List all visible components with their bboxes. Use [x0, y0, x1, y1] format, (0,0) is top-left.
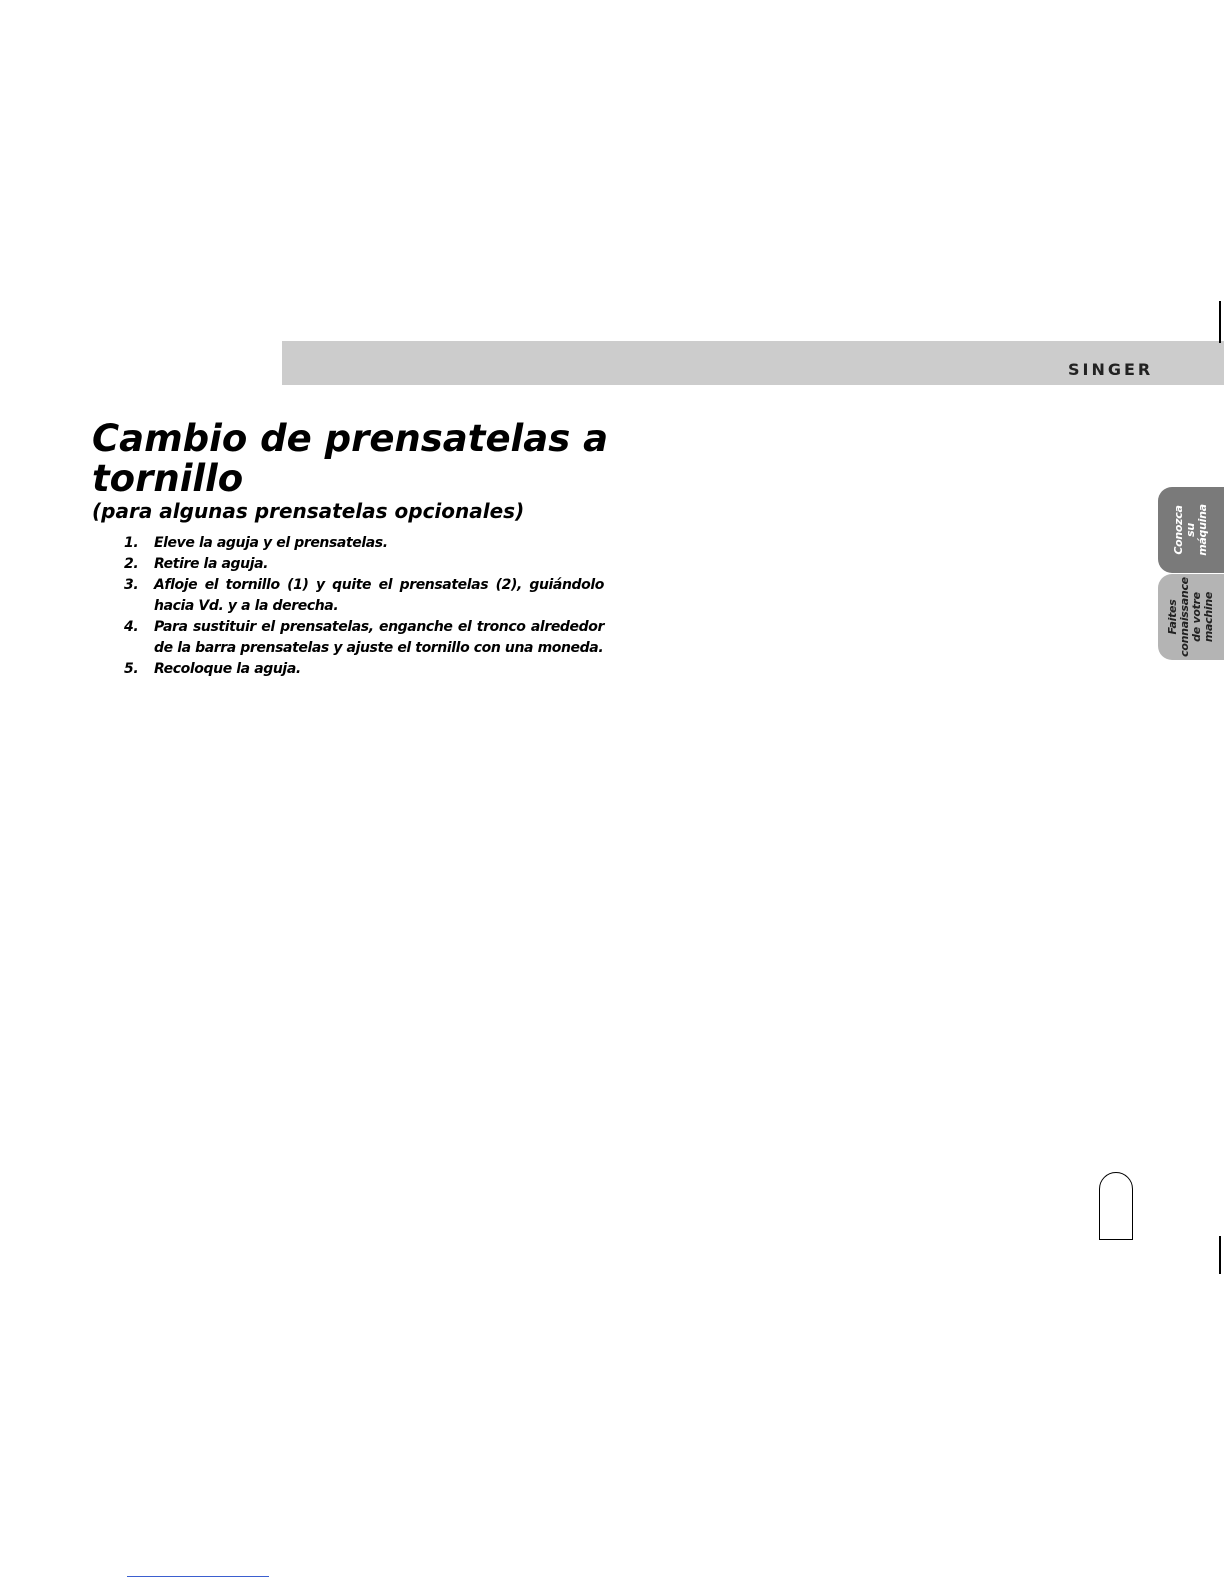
step-number: 3.: [124, 577, 139, 593]
step-item: [124, 659, 604, 680]
step-item: [124, 554, 604, 575]
section-subtitle: (para algunas prensatelas opcionales): [92, 499, 525, 523]
crop-mark-top: [1219, 301, 1221, 343]
step-number: 4.: [124, 619, 139, 635]
side-tab-conozca[interactable]: [1158, 487, 1224, 573]
side-tab-faites[interactable]: [1158, 574, 1224, 660]
step-item: [124, 617, 604, 659]
side-tab-label: Conozca su máquina: [1171, 504, 1209, 556]
step-number: 5.: [124, 661, 139, 677]
crop-mark-bottom: [1219, 1236, 1221, 1274]
step-text: Afloje el tornillo (1) y quite el prensatelas (2), guiándolo hacia Vd. y a la derecha.: [154, 577, 604, 614]
step-text: Recoloque la aguja.: [154, 661, 301, 677]
step-item: [124, 575, 604, 617]
step-text: Retire la aguja.: [154, 556, 269, 572]
step-text: Eleve la aguja y el prensatelas.: [154, 535, 388, 551]
step-item: [124, 533, 604, 554]
step-number: 1.: [124, 535, 139, 551]
steps-list: [124, 533, 604, 680]
side-tab-label: Faites connaissance de votre machine: [1166, 577, 1216, 657]
brand-logo: SINGER: [1068, 360, 1154, 379]
footnote-rule: [127, 1576, 269, 1577]
section-title: Cambio de prensatelas a tornillo: [92, 417, 609, 500]
step-number: 2.: [124, 556, 139, 572]
step-text: Para sustituir el prensatelas, enganche el tronco alrededor de la barra prensatelas y ajuste el tornillo con una moneda.: [154, 619, 604, 656]
page-number-tab: [1099, 1172, 1133, 1240]
